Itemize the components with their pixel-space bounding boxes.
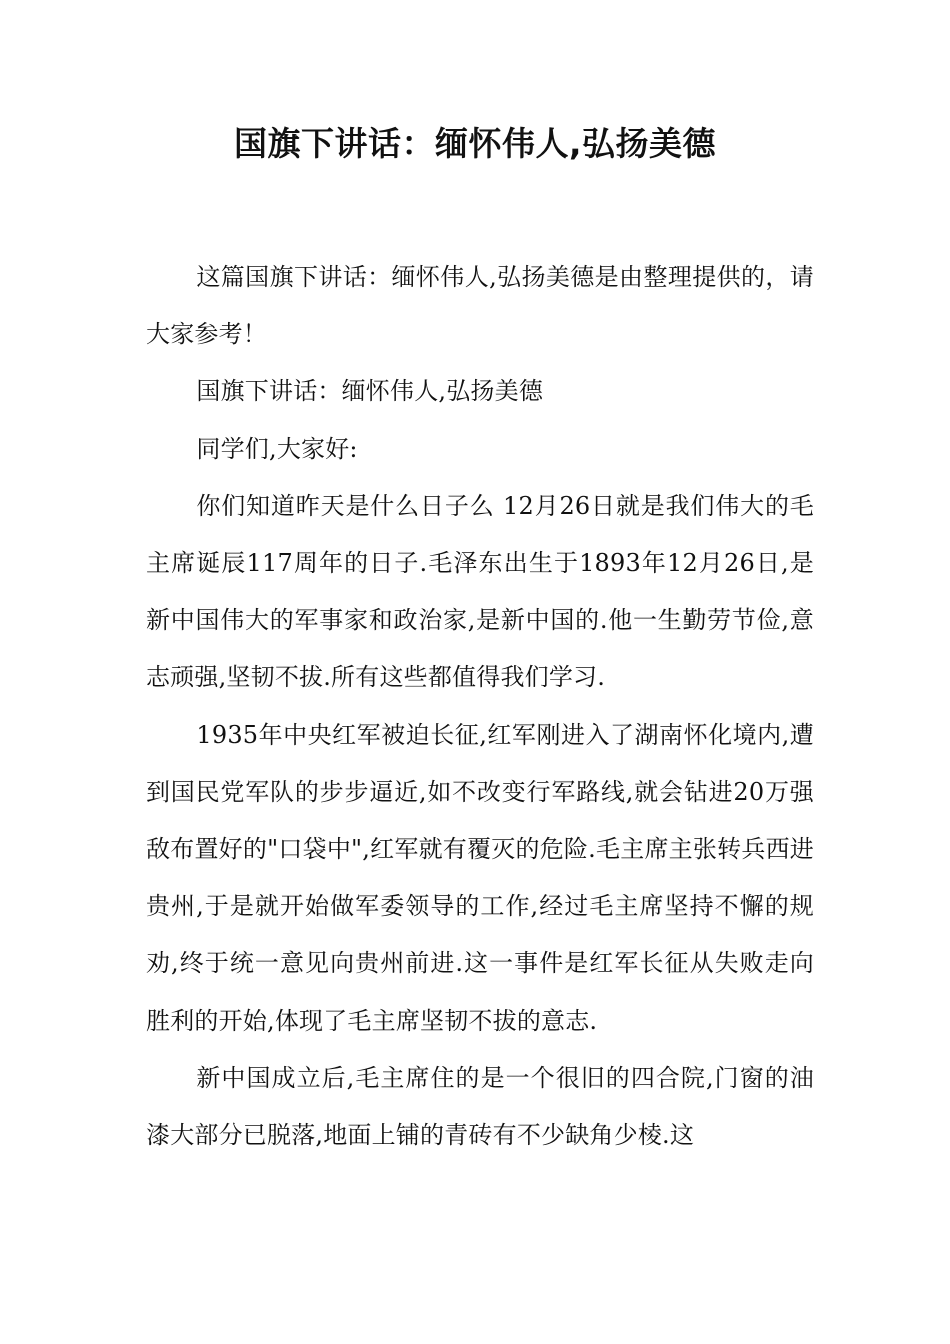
document-title: 国旗下讲话：缅怀伟人,弘扬美德 xyxy=(233,124,717,163)
document-body xyxy=(146,249,814,1164)
greeting-paragraph: 同学们,大家好: xyxy=(196,434,358,463)
body-paragraph: 1935年中央红军被迫长征,红军刚进入了湖南怀化境内,遭到国民党军队的步步逼近,如不改变行军路线,就会钻进20万强敌布置好的"口袋中",红军就有覆灭的危险.毛主席主张转兵西进贵州,于是就开始做军委领导的工作,经过毛主席坚持不懈的规劝,终于统一意见向贵州前进.这一事件是红军长征从失败走向胜利的开始,体现了毛主席坚韧不拔的意志. xyxy=(146,720,814,1035)
intro-paragraph: 这篇国旗下讲话：缅怀伟人,弘扬美德是由整理提供的，请大家参考！ xyxy=(146,263,814,349)
body-paragraph: 你们知道昨天是什么日子么 12月26日就是我们伟大的毛主席诞辰117周年的日子.毛泽东出生于1893年12月26日,是新中国伟大的军事家和政治家,是新中国的.他一生勤劳节俭,意志顽强,坚韧不拔.所有这些都值得我们学习. xyxy=(146,491,814,692)
body-paragraph: 新中国成立后,毛主席住的是一个很旧的四合院,门窗的油漆大部分已脱落,地面上铺的青砖有不少缺角少棱.这 xyxy=(146,1063,814,1150)
speech-heading: 国旗下讲话：缅怀伟人,弘扬美德 xyxy=(196,377,544,406)
